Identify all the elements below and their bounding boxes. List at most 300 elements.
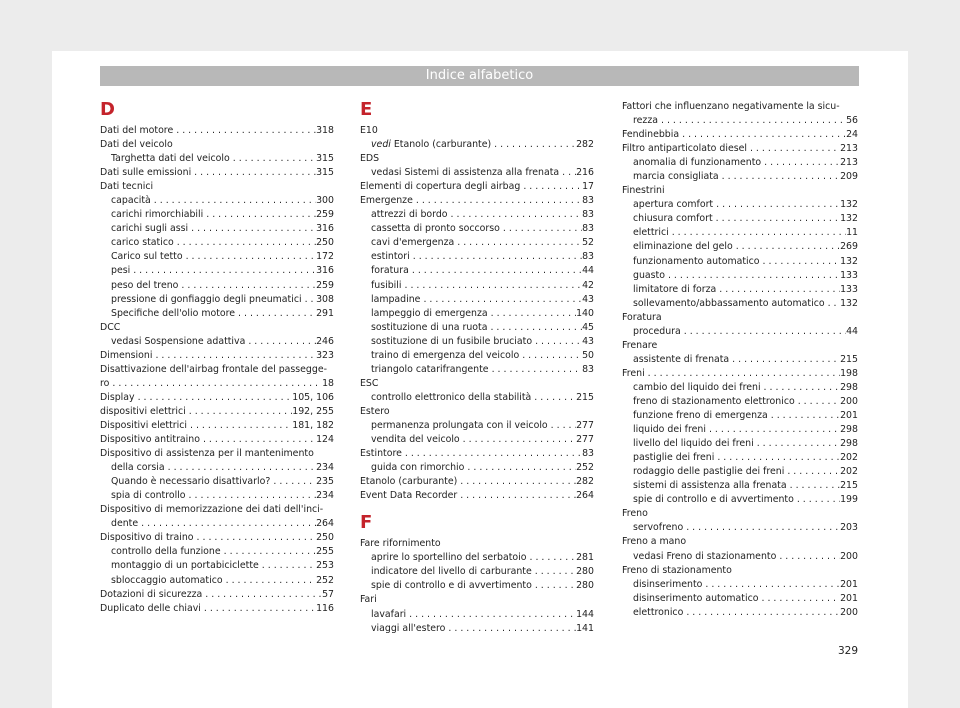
entry-term: vendita del veicolo bbox=[371, 434, 460, 446]
index-subentry bbox=[100, 264, 334, 278]
dot-leader bbox=[520, 180, 582, 194]
index-subentry bbox=[100, 489, 334, 503]
dot-leader bbox=[445, 622, 576, 636]
index-subentry bbox=[622, 521, 858, 535]
dot-leader bbox=[761, 381, 841, 395]
entry-term: lampadine bbox=[371, 293, 421, 305]
index-subentry bbox=[100, 279, 334, 293]
dot-leader bbox=[464, 461, 576, 475]
index-subentry bbox=[360, 608, 594, 622]
entry-term: Display bbox=[100, 391, 135, 403]
entry-term: cassetta di pronto soccorso bbox=[371, 223, 500, 235]
index-subentry bbox=[622, 212, 858, 226]
index-subentry bbox=[622, 451, 858, 465]
index-subentry bbox=[100, 335, 334, 349]
entry-page-number: 140 bbox=[576, 307, 594, 319]
page-header-title: Indice alfabetico bbox=[100, 66, 859, 86]
entry-page-number: 253 bbox=[316, 560, 334, 572]
index-subentry bbox=[622, 269, 858, 283]
index-subentry bbox=[100, 475, 334, 489]
entry-page-number: 280 bbox=[576, 566, 594, 578]
dot-leader bbox=[409, 264, 582, 278]
entry-term: Freno di stazionamento bbox=[622, 564, 732, 576]
entry-term: pastiglie dei freni bbox=[633, 452, 715, 464]
index-subentry bbox=[360, 461, 594, 475]
entry-term: rezza bbox=[633, 115, 659, 127]
entry-term: vedasi Sospensione adattiva bbox=[111, 335, 246, 347]
entry-page-number: 42 bbox=[582, 279, 594, 291]
index-entry bbox=[360, 180, 594, 194]
dot-leader bbox=[201, 602, 316, 616]
entry-term: Dati del veicolo bbox=[100, 139, 173, 151]
dot-leader bbox=[645, 367, 840, 381]
index-entry bbox=[360, 124, 594, 138]
index-subentry bbox=[360, 250, 594, 264]
dot-leader bbox=[178, 279, 316, 293]
index-subentry bbox=[360, 349, 594, 363]
entry-term: rodaggio delle pastiglie dei freni bbox=[633, 466, 785, 478]
dot-leader bbox=[519, 349, 582, 363]
index-entry bbox=[100, 419, 334, 433]
dot-leader bbox=[183, 250, 317, 264]
index-subentry bbox=[622, 297, 858, 311]
entry-term: Fattori che influenzano negativamente la sicu- bbox=[622, 101, 840, 112]
entry-term: sostituzione di una ruota bbox=[371, 321, 488, 333]
index-entry bbox=[100, 405, 334, 419]
index-entry bbox=[100, 531, 334, 545]
entry-page-number: 198 bbox=[840, 367, 858, 379]
entry-page-number: 215 bbox=[840, 353, 858, 365]
entry-page-number: 264 bbox=[316, 518, 334, 530]
dot-leader bbox=[747, 142, 840, 156]
dot-leader bbox=[259, 559, 316, 573]
index-subentry bbox=[100, 307, 334, 321]
entry-page-number: 255 bbox=[316, 546, 334, 558]
index-subentry bbox=[622, 578, 858, 592]
dot-leader bbox=[548, 419, 576, 433]
index-subentry bbox=[360, 222, 594, 236]
index-section-letter: D bbox=[100, 99, 115, 120]
entry-term: guida con rimorchio bbox=[371, 462, 465, 474]
index-subentry bbox=[360, 551, 594, 565]
entry-page-number: 199 bbox=[840, 494, 858, 506]
entry-term: spia di controllo bbox=[111, 490, 186, 502]
index-subentry bbox=[360, 391, 594, 405]
entry-term: Dispositivo antitraino bbox=[100, 434, 200, 446]
entry-term: Carico sul tetto bbox=[111, 251, 183, 263]
entry-term: sbloccaggio automatico bbox=[111, 574, 223, 586]
entry-page-number: 203 bbox=[840, 522, 858, 534]
index-entry bbox=[100, 124, 334, 138]
entry-page-number: 213 bbox=[840, 157, 858, 169]
dot-leader bbox=[109, 377, 322, 391]
dot-leader bbox=[526, 551, 576, 565]
index-subentry bbox=[100, 517, 334, 531]
index-subentry bbox=[100, 293, 334, 307]
index-subentry bbox=[100, 236, 334, 250]
index-subentry bbox=[622, 381, 858, 395]
dot-leader bbox=[221, 545, 316, 559]
entry-term: liquido dei freni bbox=[633, 424, 706, 436]
index-entry bbox=[622, 311, 858, 325]
index-subentry bbox=[622, 156, 858, 170]
entry-page-number: 83 bbox=[582, 448, 594, 460]
index-entry bbox=[622, 564, 858, 578]
entry-term: Dispositivo di memorizzazione dei dati dell'inci- bbox=[100, 504, 324, 516]
entry-page-number: 200 bbox=[840, 550, 858, 562]
entry-term: limitatore di forza bbox=[633, 283, 717, 295]
entry-term: controllo elettronico della stabilità bbox=[371, 391, 532, 403]
dot-leader bbox=[559, 166, 576, 180]
index-subentry bbox=[360, 433, 594, 447]
index-subentry bbox=[360, 236, 594, 250]
entry-page-number: 83 bbox=[582, 209, 594, 221]
index-subentry bbox=[622, 592, 858, 606]
index-subentry bbox=[360, 321, 594, 335]
entry-page-number: 56 bbox=[846, 115, 858, 127]
dot-leader bbox=[191, 166, 316, 180]
entry-page-number: 209 bbox=[840, 171, 858, 183]
entry-page-number: 282 bbox=[576, 476, 594, 488]
index-entry bbox=[622, 142, 858, 156]
index-subentry bbox=[622, 170, 858, 184]
entry-page-number: 316 bbox=[316, 265, 334, 277]
dot-leader bbox=[402, 279, 583, 293]
dot-leader bbox=[448, 208, 583, 222]
entry-term: Dispositivo di traino bbox=[100, 532, 194, 544]
index-subentry bbox=[622, 325, 858, 339]
entry-term: disinserimento bbox=[633, 578, 703, 590]
index-subentry bbox=[360, 208, 594, 222]
dot-leader bbox=[787, 479, 840, 493]
index-entry bbox=[100, 166, 334, 180]
entry-term: peso del treno bbox=[111, 279, 179, 291]
entry-term: traino di emergenza del veicolo bbox=[371, 349, 520, 361]
entry-term: funzione freno di emergenza bbox=[633, 410, 768, 422]
index-subentry bbox=[100, 222, 334, 236]
dot-leader bbox=[489, 363, 583, 377]
dot-leader bbox=[457, 489, 576, 503]
dot-leader bbox=[245, 335, 316, 349]
entry-page-number: 200 bbox=[840, 606, 858, 618]
entry-term: chiusura comfort bbox=[633, 213, 713, 225]
index-subentry bbox=[622, 226, 858, 240]
index-subentry bbox=[100, 208, 334, 222]
entry-term: Dispositivi elettrici bbox=[100, 419, 188, 431]
dot-leader bbox=[173, 124, 316, 138]
index-subentry bbox=[360, 307, 594, 321]
dot-leader bbox=[669, 226, 846, 240]
entry-page-number: 234 bbox=[316, 462, 334, 474]
entry-page-number: 133 bbox=[840, 269, 858, 281]
dot-leader bbox=[532, 579, 576, 593]
dot-leader bbox=[203, 208, 316, 222]
index-subentry bbox=[622, 493, 858, 507]
entry-term: funzionamento automatico bbox=[633, 255, 760, 267]
index-entry bbox=[360, 405, 594, 419]
entry-term: carichi rimorchiabili bbox=[111, 209, 204, 221]
dot-leader bbox=[784, 465, 840, 479]
entry-term: Dotazioni di sicurezza bbox=[100, 588, 203, 600]
entry-term: carichi sugli assi bbox=[111, 223, 189, 235]
index-subentry bbox=[622, 353, 858, 367]
entry-term: freno di stazionamento elettronico bbox=[633, 395, 795, 407]
index-subentry bbox=[100, 559, 334, 573]
index-subentry bbox=[100, 461, 334, 475]
page-number: 329 bbox=[838, 645, 859, 657]
dot-leader bbox=[413, 194, 582, 208]
entry-term: Fari bbox=[360, 594, 377, 606]
dot-leader bbox=[760, 255, 841, 269]
dot-leader bbox=[174, 236, 316, 250]
entry-term: sollevamento/abbassamento automatico bbox=[633, 297, 825, 309]
entry-term: fusibili bbox=[371, 279, 402, 291]
index-subentry bbox=[100, 574, 334, 588]
entry-page-number: 116 bbox=[316, 602, 334, 614]
entry-term: Dati sulle emissioni bbox=[100, 167, 192, 179]
entry-term: elettronico bbox=[633, 606, 684, 618]
entry-term: dente bbox=[111, 518, 139, 530]
dot-leader bbox=[758, 592, 840, 606]
entry-page-number: 215 bbox=[840, 480, 858, 492]
entry-term: estintori bbox=[371, 251, 410, 263]
index-column-2 bbox=[360, 100, 594, 636]
dot-leader bbox=[165, 461, 316, 475]
entry-term: della corsia bbox=[111, 462, 165, 474]
index-section-letter: E bbox=[360, 99, 373, 120]
entry-page-number: 181, 182 bbox=[292, 419, 334, 431]
entry-term: Freno bbox=[622, 508, 648, 520]
dot-leader bbox=[302, 293, 317, 307]
index-entry bbox=[622, 535, 858, 549]
dot-leader bbox=[776, 550, 840, 564]
entry-term: sostituzione di un fusibile bruciato bbox=[371, 335, 533, 347]
entry-term: foratura bbox=[371, 265, 409, 277]
entry-page-number: 252 bbox=[316, 574, 334, 586]
index-subentry bbox=[360, 279, 594, 293]
dot-leader bbox=[135, 391, 293, 405]
dot-leader bbox=[130, 264, 316, 278]
entry-page-number: 11 bbox=[846, 227, 858, 239]
entry-term: permanenza prolungata con il veicolo bbox=[371, 419, 548, 431]
entry-page-number: 141 bbox=[576, 622, 594, 634]
dot-leader bbox=[531, 391, 576, 405]
entry-page-number: 202 bbox=[840, 466, 858, 478]
entry-page-number: 133 bbox=[840, 283, 858, 295]
index-entry bbox=[360, 537, 594, 551]
entry-term: ESC bbox=[360, 377, 379, 389]
entry-page-number: 215 bbox=[576, 391, 594, 403]
entry-term: livello del liquido dei freni bbox=[633, 438, 754, 450]
entry-term: marcia consigliata bbox=[633, 171, 719, 183]
entry-term: attrezzi di bordo bbox=[371, 209, 448, 221]
entry-page-number: 298 bbox=[840, 381, 858, 393]
entry-page-number: 280 bbox=[576, 580, 594, 592]
entry-page-number: 52 bbox=[582, 237, 594, 249]
entry-page-number: 277 bbox=[576, 434, 594, 446]
index-subentry bbox=[622, 409, 858, 423]
entry-page-number: 57 bbox=[322, 588, 334, 600]
entry-page-number: 144 bbox=[576, 608, 594, 620]
entry-term: Fare rifornimento bbox=[360, 538, 441, 550]
index-subentry bbox=[622, 395, 858, 409]
dot-leader bbox=[729, 353, 840, 367]
index-entry bbox=[100, 349, 334, 363]
index-entry bbox=[360, 194, 594, 208]
entry-term: aprire lo sportellino del serbatoio bbox=[371, 552, 527, 564]
entry-term: vedasi Freno di stazionamento bbox=[633, 550, 777, 562]
entry-page-number: 281 bbox=[576, 552, 594, 564]
entry-page-number: 323 bbox=[316, 349, 334, 361]
entry-page-number: 83 bbox=[582, 195, 594, 207]
index-subentry bbox=[622, 240, 858, 254]
dot-leader bbox=[713, 212, 840, 226]
dot-leader bbox=[665, 269, 840, 283]
entry-page-number: 259 bbox=[316, 279, 334, 291]
entry-page-number: 318 bbox=[316, 125, 334, 136]
dot-leader bbox=[223, 574, 316, 588]
entry-term: vedasi Sistemi di assistenza alla frenata bbox=[371, 167, 560, 179]
index-subentry bbox=[360, 166, 594, 180]
entry-page-number: 298 bbox=[840, 438, 858, 450]
entry-page-number: 213 bbox=[840, 143, 858, 155]
entry-term: lavafari bbox=[371, 608, 407, 620]
dot-leader bbox=[681, 325, 846, 339]
index-subentry bbox=[100, 250, 334, 264]
entry-page-number: 202 bbox=[840, 452, 858, 464]
index-entry bbox=[100, 180, 334, 194]
entry-term: Etanolo (carburante) bbox=[360, 476, 458, 488]
entry-term: E10 bbox=[360, 125, 378, 136]
index-subentry bbox=[360, 138, 594, 152]
dot-leader bbox=[719, 170, 840, 184]
index-subentry bbox=[360, 622, 594, 636]
index-entry bbox=[100, 391, 334, 405]
entry-page-number: 234 bbox=[316, 490, 334, 502]
index-entry bbox=[100, 363, 334, 377]
index-entry bbox=[360, 377, 594, 391]
index-subentry bbox=[360, 335, 594, 349]
entry-page-number: 83 bbox=[582, 363, 594, 375]
entry-term: Etanolo (carburante) bbox=[393, 139, 492, 151]
entry-term: Dati tecnici bbox=[100, 181, 154, 193]
entry-term: Frenare bbox=[622, 339, 658, 351]
dot-leader bbox=[151, 194, 316, 208]
entry-page-number: 132 bbox=[840, 213, 858, 225]
entry-term: Finestrini bbox=[622, 185, 665, 197]
index-subentry bbox=[622, 114, 858, 128]
index-entry bbox=[100, 321, 334, 335]
entry-page-number: 277 bbox=[576, 419, 594, 431]
dot-leader bbox=[194, 531, 317, 545]
dot-leader bbox=[679, 128, 846, 142]
entry-page-number: 50 bbox=[582, 349, 594, 361]
entry-page-number: 201 bbox=[840, 578, 858, 590]
entry-page-number: 300 bbox=[316, 195, 334, 207]
index-entry bbox=[360, 447, 594, 461]
entry-page-number: 132 bbox=[840, 297, 858, 309]
entry-term: Estero bbox=[360, 405, 390, 417]
dot-leader bbox=[410, 250, 582, 264]
dot-leader bbox=[487, 321, 582, 335]
index-entry bbox=[622, 507, 858, 521]
entry-page-number: 282 bbox=[576, 139, 594, 151]
index-entry bbox=[360, 152, 594, 166]
entry-term: DCC bbox=[100, 321, 121, 333]
entry-page-number: 259 bbox=[316, 209, 334, 221]
index-entry bbox=[100, 503, 334, 517]
index-subentry bbox=[622, 465, 858, 479]
entry-page-number: 216 bbox=[576, 167, 594, 179]
entry-page-number: 44 bbox=[582, 265, 594, 277]
index-subentry bbox=[100, 194, 334, 208]
dot-leader bbox=[186, 405, 293, 419]
entry-page-number: 132 bbox=[840, 255, 858, 267]
entry-term: Foratura bbox=[622, 311, 662, 323]
entry-page-number: 252 bbox=[576, 462, 594, 474]
index-entry bbox=[360, 475, 594, 489]
entry-page-number: 315 bbox=[316, 167, 334, 179]
dot-leader bbox=[532, 335, 582, 349]
entry-page-number: 45 bbox=[582, 321, 594, 333]
entry-term: assistente di frenata bbox=[633, 353, 730, 365]
entry-term: triangolo catarifrangente bbox=[371, 363, 489, 375]
dot-leader bbox=[714, 451, 840, 465]
entry-see-reference: vedi bbox=[371, 139, 391, 151]
index-subentry bbox=[360, 579, 594, 593]
entry-page-number: 172 bbox=[316, 251, 334, 263]
index-entry bbox=[622, 339, 858, 353]
entry-term: montaggio di un portabiciclette bbox=[111, 560, 259, 572]
entry-page-number: 246 bbox=[316, 335, 334, 347]
index-section-letter: F bbox=[360, 512, 373, 534]
entry-term: spie di controllo e di avvertimento bbox=[633, 494, 794, 506]
entry-term: elettrici bbox=[633, 227, 669, 239]
index-entry bbox=[100, 447, 334, 461]
index-subentry bbox=[622, 198, 858, 212]
index-subentry bbox=[622, 283, 858, 297]
entry-term: Fendinebbia bbox=[622, 129, 680, 141]
dot-leader bbox=[202, 588, 322, 602]
dot-leader bbox=[230, 152, 316, 166]
index-entry bbox=[622, 128, 858, 142]
dot-leader bbox=[761, 156, 840, 170]
dot-leader bbox=[716, 283, 840, 297]
entry-term: Filtro antiparticolato diesel bbox=[622, 143, 747, 155]
index-column-3 bbox=[622, 100, 858, 620]
dot-leader bbox=[794, 493, 840, 507]
dot-leader bbox=[683, 521, 840, 535]
entry-term: carico statico bbox=[111, 237, 174, 249]
index-subentry bbox=[360, 565, 594, 579]
entry-page-number: 192, 255 bbox=[292, 405, 334, 417]
index-subentry bbox=[360, 363, 594, 377]
entry-page-number: 308 bbox=[316, 293, 334, 305]
index-subentry bbox=[622, 479, 858, 493]
entry-page-number: 43 bbox=[582, 293, 594, 305]
entry-page-number: 200 bbox=[840, 395, 858, 407]
dot-leader bbox=[188, 222, 316, 236]
entry-term: procedura bbox=[633, 325, 681, 337]
entry-term: lampeggio di emergenza bbox=[371, 307, 488, 319]
index-subentry bbox=[622, 606, 858, 620]
entry-page-number: 24 bbox=[846, 129, 858, 141]
dot-leader bbox=[706, 423, 840, 437]
entry-term: Dati del motore bbox=[100, 125, 174, 136]
entry-term: servofreno bbox=[633, 522, 684, 534]
entry-term: sistemi di assistenza alla frenata bbox=[633, 480, 787, 492]
entry-term: Duplicato delle chiavi bbox=[100, 602, 201, 614]
